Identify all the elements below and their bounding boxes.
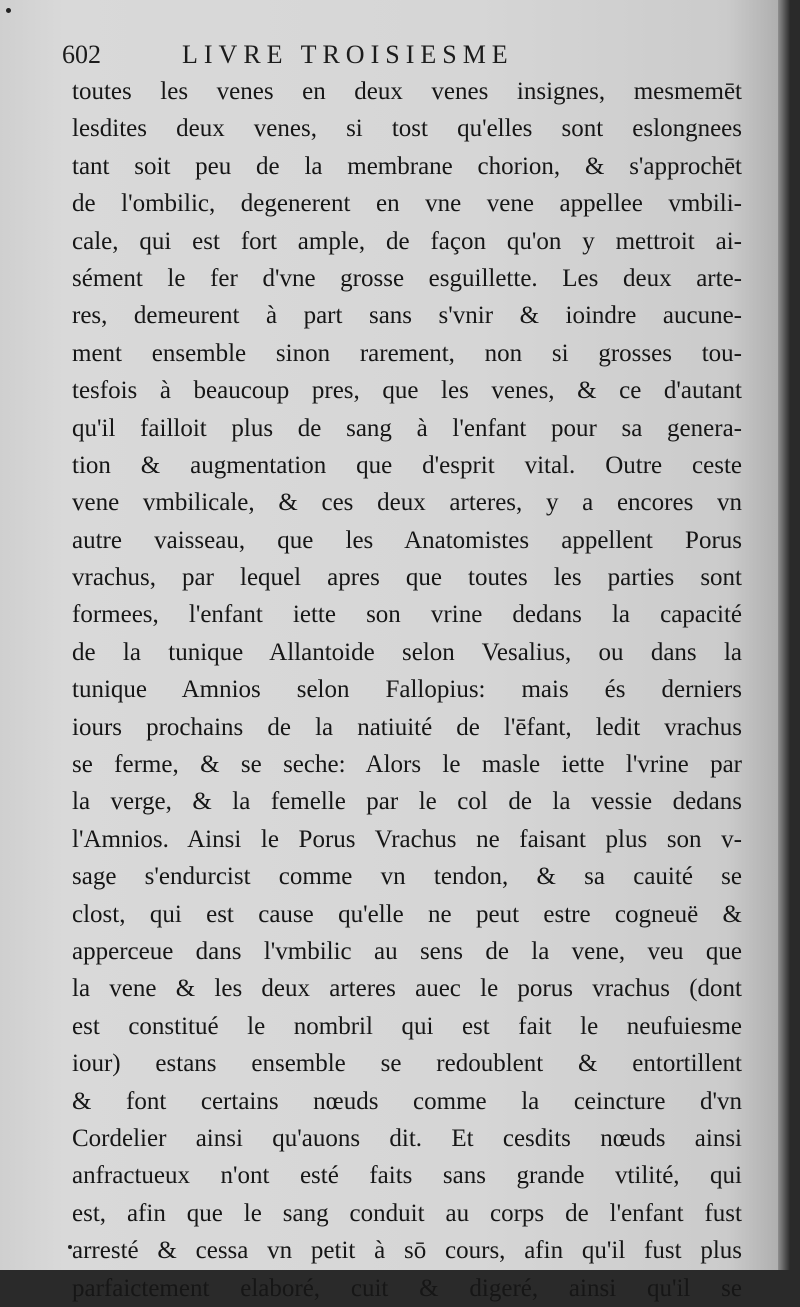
text-line: sage s'endurcist comme vn tendon, & sa cauité se — [72, 863, 742, 891]
running-head: LIVRE TROISIESME — [182, 40, 514, 69]
page-number: 602 — [62, 40, 101, 69]
text-line: se ferme, & se seche: Alors le masle iette l'vrine par — [72, 751, 742, 779]
text-line: Cordelier ainsi qu'auons dit. Et cesdits nœuds ainsi — [72, 1124, 742, 1152]
text-line: tunique Amnios selon Fallopius: mais és derniers — [72, 676, 742, 704]
text-line: toutes les venes en deux venes insignes, mesmemēt — [72, 78, 742, 105]
text-line: l'Amnios. Ainsi le Porus Vrachus ne faisant plus son v- — [72, 825, 742, 853]
text-line: vene vmbilicale, & ces deux arteres, y a encores vn — [72, 489, 742, 517]
text-line: la verge, & la femelle par le col de la vessie dedans — [72, 788, 742, 816]
text-line: de la tunique Allantoide selon Vesalius, ou dans la — [72, 638, 742, 666]
text-line: parfaictement elaboré, cuit & digeré, ainsi qu'il se — [72, 1274, 742, 1302]
text-line: cale, qui est fort ample, de façon qu'on y mettroit ai- — [72, 227, 742, 255]
body-text — [72, 73, 742, 1307]
text-line: qu'il failloit plus de sang à l'enfant pour sa genera- — [72, 414, 742, 442]
text-line: est constitué le nombril qui est fait le neufuiesme — [72, 1012, 742, 1040]
text-line: ment ensemble sinon rarement, non si grosses tou- — [72, 339, 742, 367]
text-line: tant soit peu de la membrane chorion, & s'approchēt — [72, 152, 742, 180]
text-line: clost, qui est cause qu'elle ne peut estre cogneuë & — [72, 900, 742, 928]
text-line: autre vaisseau, que les Anatomistes appellent Porus — [72, 526, 742, 554]
text-line: lesdites deux venes, si tost qu'elles sont eslongnees — [72, 115, 742, 143]
text-line: arresté & cessa vn petit à sō cours, afin qu'il fust plus — [72, 1237, 742, 1265]
text-line: sément le fer d'vne grosse esguillette. Les deux arte- — [72, 264, 742, 292]
text-line: apperceue dans l'vmbilic au sens de la vene, veu que — [72, 937, 742, 965]
text-line: anfractueux n'ont esté faits sans grande vtilité, qui — [72, 1162, 742, 1190]
text-line: tesfois à beaucoup pres, que les venes, & ce d'autant — [72, 377, 742, 405]
text-line: iour) estans ensemble se redoublent & entortillent — [72, 1050, 742, 1078]
ink-speck — [68, 1245, 72, 1249]
text-line: iours prochains de la natiuité de l'ēfant, ledit vrachus — [72, 713, 742, 741]
page-edge-shadow — [778, 0, 790, 1270]
text-line: formees, l'enfant iette son vrine dedans la capacité — [72, 601, 742, 629]
text-line: est, afin que le sang conduit au corps de l'enfant fust — [72, 1199, 742, 1227]
text-line: & font certains nœuds comme la ceincture d'vn — [72, 1087, 742, 1115]
page-header — [62, 40, 762, 70]
text-line: res, demeurent à part sans s'vnir & ioindre aucune- — [72, 302, 742, 330]
text-line: vrachus, par lequel apres que toutes les parties sont — [72, 564, 742, 592]
text-line: la vene & les deux arteres auec le porus vrachus (dont — [72, 975, 742, 1003]
ink-speck — [6, 8, 11, 13]
text-line: de l'ombilic, degenerent en vne vene appellee vmbili- — [72, 190, 742, 218]
text-line: tion & augmentation que d'esprit vital. Outre ceste — [72, 451, 742, 479]
